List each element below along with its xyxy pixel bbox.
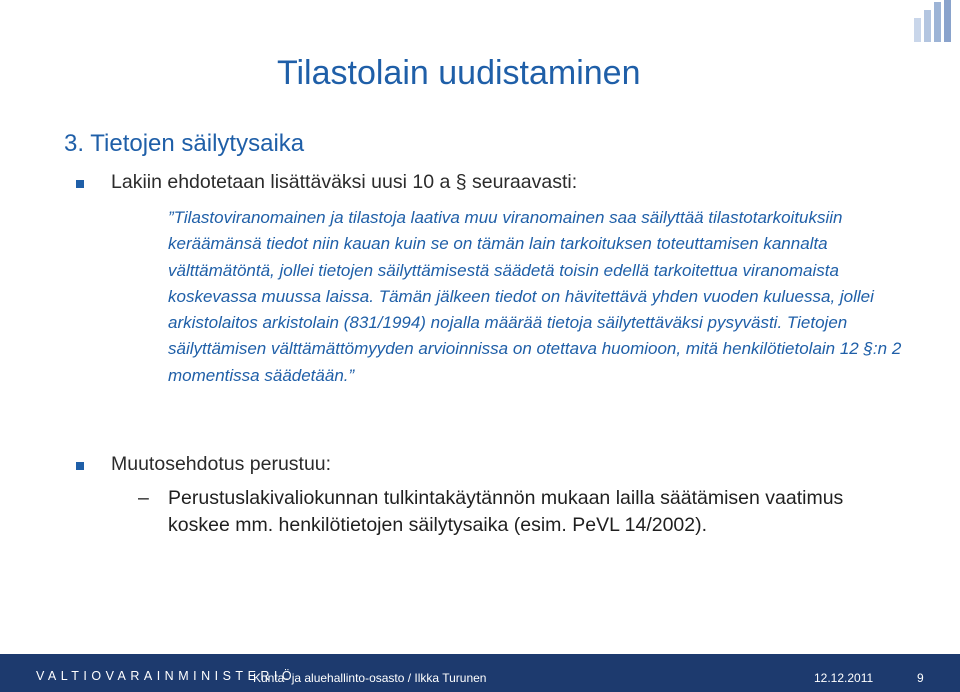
footer-bar [0, 654, 960, 692]
sub-bullet-text: Perustuslakivaliokunnan tulkintakäytännön mukaan laillа säätämisen vaatimus koskee mm. henkilötietojen säilytysaika (esim. PeVL 14/2002). [168, 487, 844, 536]
slide-title: Tilastolain uudistaminen [277, 54, 641, 92]
page-number: 9 [917, 671, 924, 685]
dash-bullet-icon: – [138, 487, 149, 509]
quoted-law-text: ”Tilastoviranomainen ja tilastoja laativa muu viranomainen saa säilyttää tilastotarkoituksiin keräämänsä tiedot niin kauan kuin se on tämän lain tarkoituksen toteuttamisen kannalta välttämätöntä, jollei tietojen säilyttämisestä säädetä toisin edellä tarkoitettua viranomaista koskevassa muussa laissa. Tämän jälkeen tiedot on hävitettävä yhden vuoden kuluessa, jollei arkistolaitos arkistolain (831/1994) nojalla määrää tietoja säilytettäväksi pysyvästi. Tietojen säilyttämisen välttämättömyyden arvioinnissa on otettava huomioon, mitä henkilötietolain 12 §:n 2 momentissa säädetään.” [168, 208, 902, 385]
square-bullet-icon [76, 180, 84, 188]
bullet-text: Lakiin ehdotetaan lisättäväksi uusi 10 a § seuraavasti: [111, 171, 578, 193]
footer-brand-logo: VALTIOVARAINMINISTERIÖ [36, 669, 297, 683]
decorative-bars [912, 0, 952, 46]
section-heading: 3. Tietojen säilytysaika [64, 130, 305, 157]
footer-department: Kunta- ja aluehallinto-osasto / Ilkka Turunen [253, 671, 487, 685]
square-bullet-icon [76, 462, 84, 470]
bullet-text: Muutosehdotus perustuu: [111, 453, 332, 475]
footer-date: 12.12.2011 [814, 671, 874, 685]
